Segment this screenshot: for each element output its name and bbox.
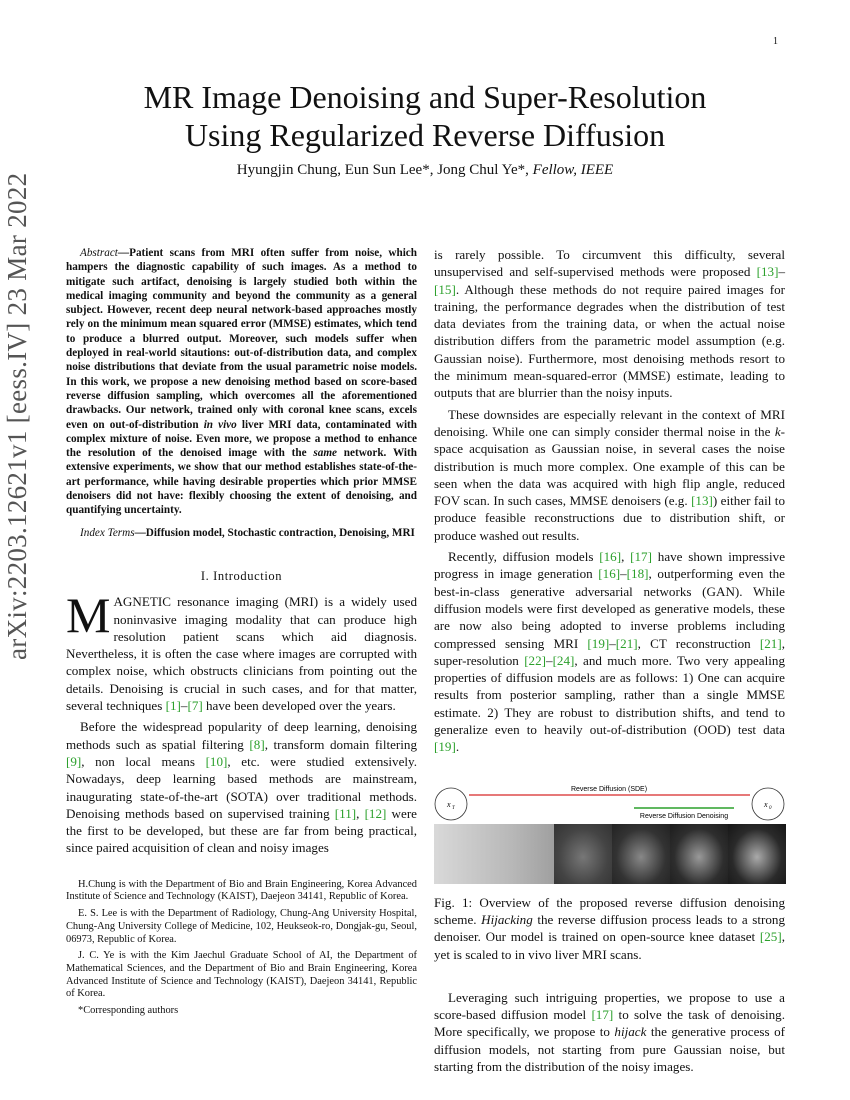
arxiv-stamp: arXiv:2203.12621v1 [eess.IV] 23 Mar 2022 bbox=[2, 172, 32, 660]
paper-title bbox=[60, 78, 790, 154]
index-terms: Index Terms—Diffusion model, Stochastic contraction, Denoising, MRI bbox=[80, 526, 415, 539]
left-column bbox=[66, 246, 417, 1022]
drop-cap: M bbox=[66, 587, 111, 644]
citation-link[interactable]: [10] bbox=[205, 753, 228, 769]
citation-link[interactable]: [17] bbox=[630, 549, 652, 565]
knee-image bbox=[554, 824, 612, 884]
citation-link[interactable]: [21] bbox=[759, 635, 782, 651]
label-xT-sub: T bbox=[452, 805, 455, 811]
author-line bbox=[60, 162, 790, 179]
citation-link[interactable]: [1] bbox=[165, 698, 181, 714]
citation-link[interactable]: [19] bbox=[434, 739, 456, 755]
abstract-lead: Abstract bbox=[80, 247, 118, 259]
title-line-2: Using Regularized Reverse Diffusion bbox=[184, 117, 666, 153]
knee-image bbox=[612, 824, 670, 884]
citation-link[interactable]: [16] bbox=[598, 566, 621, 582]
citation-link[interactable]: [16] bbox=[599, 549, 622, 565]
body-paragraph: Leveraging such intriguing properties, we propose to use a score-based diffusion model [17] to solve the task of denoising. More specifically, we propose to hijack the generative process of diffusion models, not starting from pure Gaussian noise, but starting from the distribution of the noisy images. bbox=[434, 989, 785, 1074]
knee-image bbox=[670, 824, 728, 884]
body-paragraph: Recently, diffusion models [16], [17] have shown impressive progress in image generation [16]–[18], outperforming even the best-in-class generative adversarial networks (GAN). While diffusion models were first developed as generative models, these are now also being adopted to inverse problems including compressed sensing MRI [19]–[21], CT reconstruction [21], super-resolution [22]–[24], and much more. Two very appealing properties of diffusion models are as follows: 1) One can acquire results from posterior sampling, rather than a single MMSE estimate. 2) They are robust to distribution shifts, and tend to generalize even to heavily out-of-distribution (OOD) test data [19]. bbox=[434, 549, 786, 755]
footnotes bbox=[66, 879, 417, 1018]
citation-link[interactable]: [21] bbox=[615, 635, 638, 651]
citation-link[interactable]: [24] bbox=[552, 652, 575, 668]
author-suffix: Fellow, IEEE bbox=[532, 162, 614, 178]
abstract: Abstract—Patient scans from MRI often suffer from noise, which hampers the diagnostic capability of such images. As a method to mitigate such artifact, denoising is largely studied both within the medical imaging community and beyond the community as a general subject. However, recent deep neural network-based approaches mostly rely on the minimum mean squared error (MMSE) estimates, which tend to produce a blurred output. Moreover, such models suffer when deployed in real-world sitautions: out-of-distribution data, and complex noise distributions that deviate from the usual parametric noise models. In this work, we propose a new denoising method based on score-based reverse diffusion sampling, which overcomes all the aforementioned drawbacks. Our network, trained only with coronal knee scans, excels even on out-of-distribution in vivo liver MRI data, contaminated with complex mixture of noise. Even more, we propose a method to enhance the resolution of the denoised image with the same network. With extensive experiments, we show that our method establishes state-of-the-art performance, while having desirable properties which prior MMSE denoisers did not have: flexibly choosing the extent of denoising, and quantifying uncertainty. bbox=[66, 247, 418, 517]
label-denoise: Reverse Diffusion Denoising bbox=[639, 812, 729, 820]
section-heading: I. Introduction bbox=[200, 568, 283, 583]
figure-diagram bbox=[434, 784, 785, 826]
title-line-1: MR Image Denoising and Super-Resolution bbox=[143, 79, 707, 115]
citation-link[interactable]: [12] bbox=[364, 805, 387, 821]
citation-link[interactable]: [15] bbox=[434, 281, 456, 297]
citation-link[interactable]: [17] bbox=[591, 1007, 614, 1023]
footnote: E. S. Lee is with the Department of Radiology, Chung-Ang University Hospital, Chung-Ang University College of Medicine, 102, Heukseok-ro, Dongjak-gu, Seoul, 06973, Republic of Korea. bbox=[66, 908, 417, 945]
knee-image-strip bbox=[434, 824, 785, 884]
intro-paragraph-2: Before the widespread popularity of deep learning, denoising methods such as spatial filtering [8], transform domain filtering [9], non local means [10], etc. were studied extensively. Nowadays, deep learning based methods are mainstream, inaugurating state-of-the-art (SOTA) over traditional methods. Denoising methods based on supervised training [11], [12] were the first to be developed, but these are far from being practical, since paired acquisition of clean and noisy images bbox=[66, 719, 417, 856]
footnote: *Corresponding authors bbox=[78, 1005, 179, 1017]
citation-link[interactable]: [18] bbox=[626, 566, 649, 582]
citation-link[interactable]: [11] bbox=[334, 805, 357, 821]
knee-image bbox=[728, 824, 786, 884]
body-paragraph: is rarely possible. To circumvent this difficulty, several unsupervised and self-supervised methods were proposed [13]–[15]. Although these methods do not require paired images for training, the performance degrades when the distribution of test data deviates from the training data, or when the actual noise distribution differs from the parametric model assumption (e.g. Gaussian noise). Furthermore, most denoising methods resort to the minimum mean-squared-error (MMSE) estimate, leading to outputs that are blurrier than the noisy inputs. bbox=[434, 247, 785, 401]
label-xT: x bbox=[447, 799, 451, 809]
citation-link[interactable]: [25] bbox=[759, 929, 782, 945]
label-x0-sub: 0 bbox=[769, 805, 772, 811]
citation-link[interactable]: [13] bbox=[691, 493, 713, 509]
footnote: J. C. Ye is with the Kim Jaechul Graduate School of AI, the Department of Mathematical Sciences, and the Department of Bio and Brain Engineering, Korea Advanced Institute of Science and Technology (KAIST), Daejeon 34141, Republic of Korea. bbox=[66, 950, 417, 1000]
body-paragraph: These downsides are especially relevant in the context of MRI denoising. While one can simply consider thermal noise in the k-space acquisation as Gaussian noise, in several cases the noise distribution is much more complex. One example of this can be seen when the data was acquired with high flip angle, reduced FOV scan. In such cases, MMSE denoisers (e.g. [13]) either fail to produce feasible reconstructions due to distribution shift, or produce washed out results. bbox=[434, 406, 785, 543]
figure-1 bbox=[434, 784, 785, 884]
label-x0: x bbox=[764, 799, 768, 809]
footnote: H.Chung is with the Department of Bio and Brain Engineering, Korea Advanced Institute of Science and Technology (KAIST), Daejeon 34141, Republic of Korea. bbox=[66, 878, 417, 903]
right-column bbox=[434, 246, 785, 1079]
citation-link[interactable]: [13] bbox=[756, 264, 779, 280]
node-xT bbox=[435, 788, 467, 820]
citation-link[interactable]: [9] bbox=[66, 753, 82, 769]
intro-paragraph-1: MAGNETIC resonance imaging (MRI) is a widely used noninvasive imaging modality that can produce high resolution patient scans which aid diagnosis. Nevertheless, it is often the case where images are corrupted with complex noise, which obstructs clinicians from pointing out the details. Denoising is crucial in such cases, and for that matter, several techniques [1]–[7] have been developed over the years. bbox=[66, 587, 417, 714]
author-names: Hyungjin Chung, Eun Sun Lee*, Jong Chul Ye*, bbox=[236, 162, 529, 178]
figure-caption: Fig. 1: Overview of the proposed reverse diffusion denoising scheme. Hijacking the reverse diffusion process leads to a strong denoiser. Our model is trained on open-source knee dataset [25], yet is scaled to in vivo liver MRI scans. bbox=[434, 894, 785, 962]
page-number: 1 bbox=[773, 36, 778, 47]
citation-link[interactable]: [8] bbox=[249, 736, 265, 752]
label-sde: Reverse Diffusion (SDE) bbox=[570, 785, 648, 793]
citation-link[interactable]: [22] bbox=[524, 652, 547, 668]
node-x0 bbox=[752, 788, 784, 820]
citation-link[interactable]: [19] bbox=[587, 635, 610, 651]
citation-link[interactable]: [7] bbox=[187, 698, 203, 714]
